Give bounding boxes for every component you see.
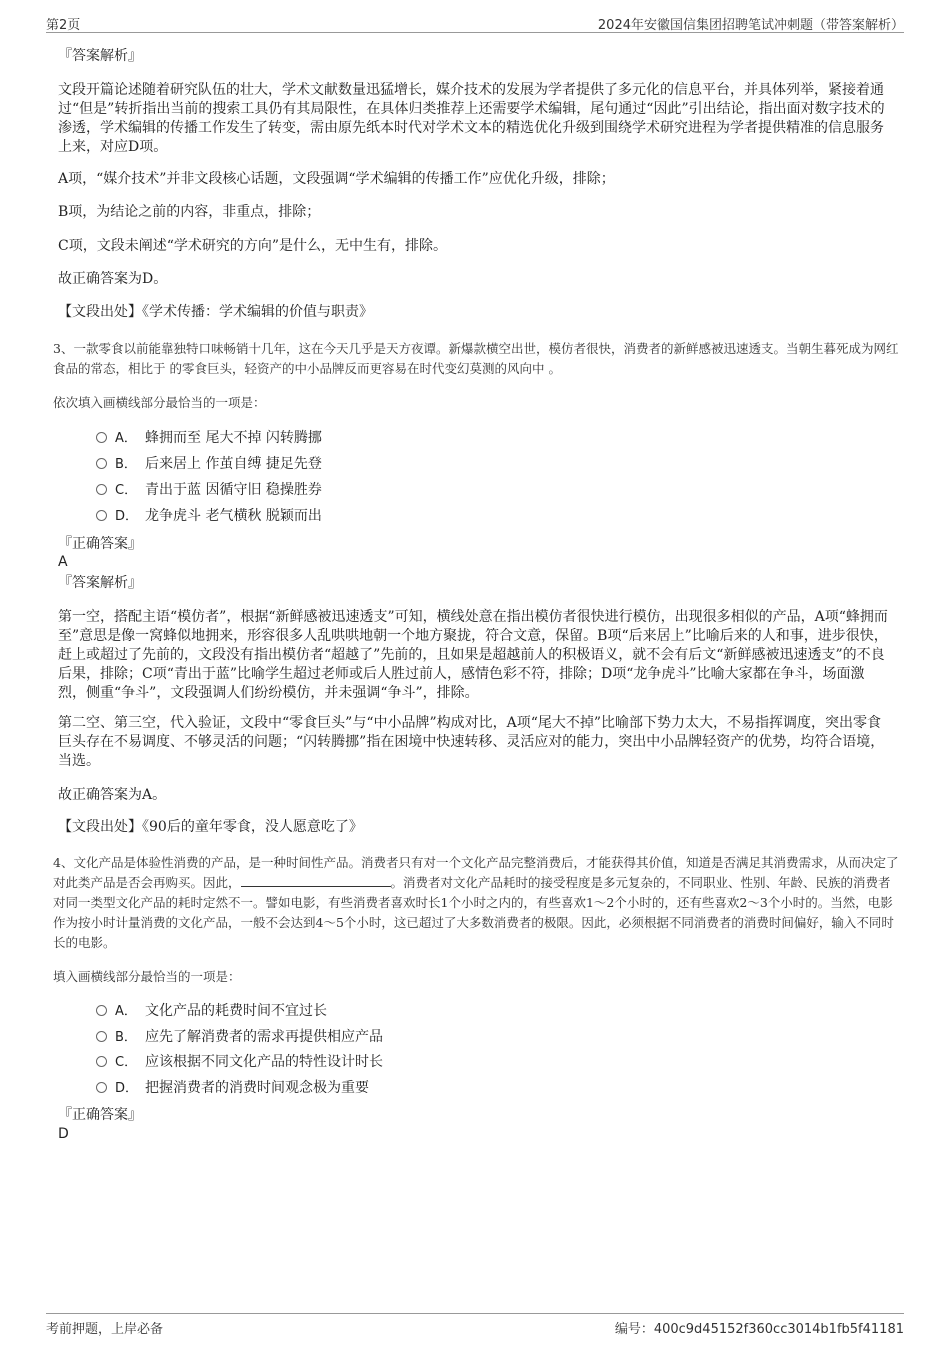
radio-icon[interactable] xyxy=(96,1031,107,1042)
answer-line: 故正确答案为A。 xyxy=(58,787,167,803)
question-4-stem: 4、文化产品是体验性消费的产品，是一种时间性产品。消费者只有对一个文化产品完整消费后，才能获得其价值，知道是否满足其消费需求，从而决定了对此类产品是否会再购买。因此， 。消费者对文化产品耗时的接受程度是多元复杂的，不同职业、性别、年龄、民族的消费者对同一类型文化产品的耗时定然不一。譬如电影，有些消费者喜欢时长1个小时之内的，有些喜欢1～2个小时的，还有些喜欢2～3个小时的。当然，电影作为按小时计量消费的文化产品，一般不会达到4～5个小时，这已超过了大多数消费者的极限。因此，必须根据不同消费者的消费时间偏好，输入不同时长的电影。 xyxy=(53,855,899,950)
question-4-option-b[interactable]: B． 应先了解消费者的需求再提供相应产品 xyxy=(96,1027,383,1048)
question-3-option-c[interactable]: C． 青出于蓝 因循守旧 稳操胜券 xyxy=(96,480,322,501)
analysis-label: 『答案解析』 xyxy=(58,575,142,591)
question-4-option-c[interactable]: C． 应该根据不同文化产品的特性设计时长 xyxy=(96,1052,383,1073)
analysis-label: 『答案解析』 xyxy=(58,48,142,64)
analysis-paragraph: 第二空、第三空，代入验证，文段中“零食巨头”与“中小品牌”构成对比，A项“尾大不掉”比喻部下势力太大，不易指挥调度，突出零食巨头存在不易调度、不够灵活的问题；“闪转腾挪”指在困境中快速转移、灵活应对的能力，突出中小品牌轻资产的优势，均符合语境，当选。 xyxy=(58,715,885,769)
fill-blank xyxy=(241,873,391,887)
radio-icon[interactable] xyxy=(96,432,107,443)
question-3-instruction: 依次填入画横线部分最恰当的一项是： xyxy=(53,395,266,410)
footer-slogan: 考前押题，上岸必备 xyxy=(46,1322,164,1337)
source-line: 【文段出处】《学术传播：学术编辑的价值与职责》 xyxy=(58,304,373,320)
source-line: 【文段出处】《90后的童年零食，没人愿意吃了》 xyxy=(58,819,363,835)
analysis-option-c: C项，文段未阐述“学术研究的方向”是什么，无中生有，排除。 xyxy=(58,238,448,254)
question-3-option-a[interactable]: A． 蜂拥而至 尾大不掉 闪转腾挪 xyxy=(96,428,322,449)
radio-icon[interactable] xyxy=(96,1082,107,1093)
analysis-option-b: B项，为结论之前的内容，非重点，排除； xyxy=(58,204,321,220)
question-4-option-a[interactable]: A． 文化产品的耗费时间不宜过长 xyxy=(96,1001,327,1022)
question-4-option-d[interactable]: D． 把握消费者的消费时间观念极为重要 xyxy=(96,1078,369,1099)
question-3-option-d[interactable]: D． 龙争虎斗 老气横秋 脱颖而出 xyxy=(96,506,322,527)
analysis-paragraph: 第一空，搭配主语“模仿者”，根据“新鲜感被迅速透支”可知，横线处意在指出模仿者很快进行模仿，出现很多相似的产品，A项“蜂拥而至”意思是像一窝蜂似地拥来，形容很多人乱哄哄地朝一个地方聚拢，符合文意，保留。B项“后来居上”比喻后来的人和事，进步很快，赶上或超过了先前的，文段没有指出模仿者“超越了”先前的，且如果是超越前人的积极语义，就不会有后文“新鲜感被迅速透支”的不良后果，排除；C项“青出于蓝”比喻学生超过老师或后人胜过前人，感情色彩不符，排除；D项“龙争虎斗”比喻大家都在争斗，场面激烈，侧重“争斗”，文段强调人们纷纷模仿，并未强调“争斗”，排除。 xyxy=(58,609,888,701)
question-3-option-b[interactable]: B． 后来居上 作茧自缚 捷足先登 xyxy=(96,454,322,475)
document-title: 2024年安徽国信集团招聘笔试冲刺题（带答案解析） xyxy=(597,18,904,33)
page-footer xyxy=(46,1313,904,1338)
analysis-option-a: A项，“媒介技术”并非文段核心话题，文段强调“学术编辑的传播工作”应优化升级，排除； xyxy=(58,171,615,187)
radio-icon[interactable] xyxy=(96,510,107,521)
question-4-instruction: 填入画横线部分最恰当的一项是： xyxy=(53,969,241,984)
answer-line: 故正确答案为D。 xyxy=(58,271,168,287)
radio-icon[interactable] xyxy=(96,484,107,495)
radio-icon[interactable] xyxy=(96,1005,107,1016)
page-number: 第2页 xyxy=(46,18,81,33)
question-3-stem: 3、一款零食以前能靠独特口味畅销十几年，这在今天几乎是天方夜谭。新爆款横空出世，模仿者很快，消费者的新鲜感被迅速透支。当朝生暮死成为网红食品的常态，相比于 的零食巨头，轻资产的中小品牌反而更容易在时代变幻莫测的风向中 。 xyxy=(53,341,899,376)
radio-icon[interactable] xyxy=(96,1056,107,1067)
correct-answer: A xyxy=(58,554,68,570)
correct-answer-label: 『正确答案』 xyxy=(58,1107,142,1123)
document-id: 编号：400c9d45152f360cc3014b1fb5f41181 xyxy=(614,1322,904,1337)
correct-answer: D xyxy=(58,1126,69,1142)
analysis-paragraph: 文段开篇论述随着研究队伍的壮大，学术文献数量迅猛增长，媒介技术的发展为学者提供了多元化的信息平台，并具体列举，紧接着通过“但是”转折指出当前的搜索工具仍有其局限性，在具体归类推荐上还需要学术编辑，尾句通过“因此”引出结论，指出面对数字技术的渗透，学术编辑的传播工作发生了转变，需由原先纸本时代对学术文本的精选优化升级到围绕学术研究进程为学者提供精准的信息服务上来，对应D项。 xyxy=(58,82,885,155)
page-header xyxy=(46,10,904,33)
radio-icon[interactable] xyxy=(96,458,107,469)
correct-answer-label: 『正确答案』 xyxy=(58,536,142,552)
